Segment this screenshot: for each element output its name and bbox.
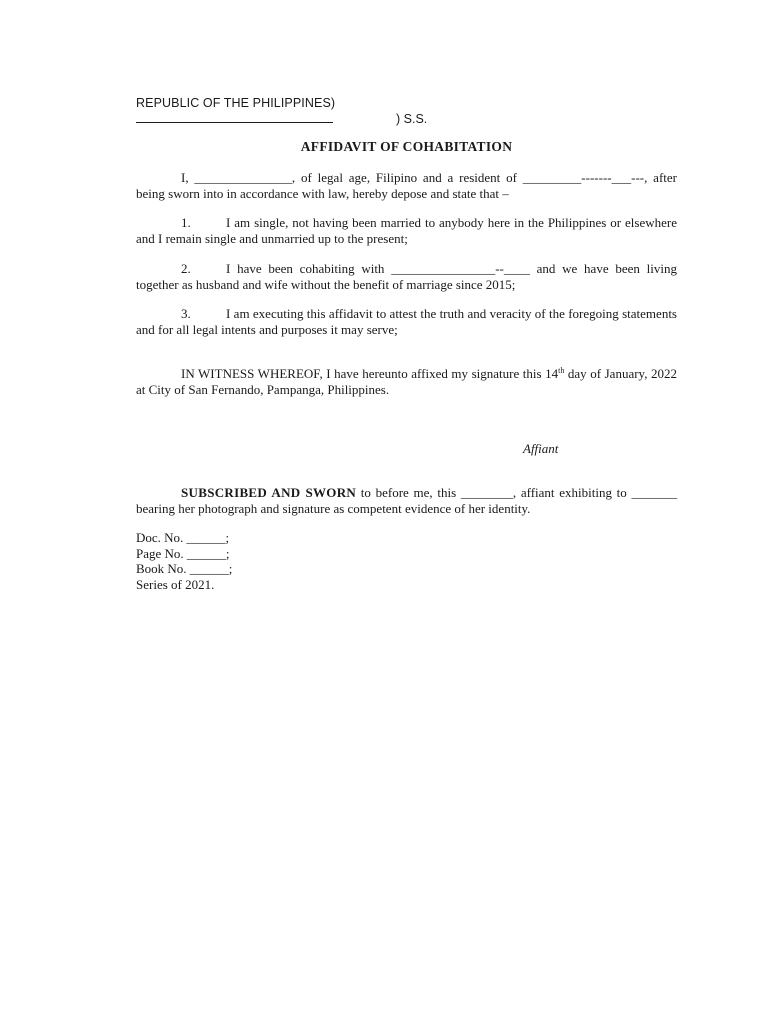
doc-no: Doc. No. ______; (136, 530, 230, 545)
document-title: AFFIDAVIT OF COHABITATION (300, 139, 513, 154)
statement-2 (136, 261, 677, 293)
statement-number: 2. (181, 261, 191, 276)
intro-text: I, _______________, of legal age, Filipino and a resident of _________-------___---, after being sworn into in accordance with law, hereby depose and state that – (136, 170, 677, 201)
book-no: Book No. ______; (136, 561, 233, 576)
witness-ordinal: th (558, 366, 565, 375)
venue-blank-line (136, 111, 333, 123)
jurat-paragraph (136, 485, 677, 517)
jurat-bold-lead: SUBSCRIBED AND SWORN (181, 485, 357, 500)
page-no: Page No. ______; (136, 545, 230, 561)
intro-paragraph (136, 170, 677, 202)
statement-3 (136, 306, 677, 338)
statement-text: I am single, not having been married to anybody here in the Philippines or elsewhere and I remain single and unmarried up to the present; (136, 215, 677, 246)
venue-ss: ) S.S. (396, 112, 428, 126)
venue-republic: REPUBLIC OF THE PHILIPPINES) (136, 96, 336, 110)
statement-number: 3. (181, 306, 191, 321)
witness-text-end: day of January, 2022 at City of San Fernando, Pampanga, Philippines. (136, 366, 678, 397)
notary-entries (136, 530, 232, 592)
statement-1 (136, 215, 677, 247)
jurat-text: to before me, this ________, affiant exhibiting to _______ bearing her photograph and signature as competent evidence of her identity. (136, 485, 677, 516)
venue-ss-line (136, 111, 427, 127)
witness-paragraph (136, 366, 677, 398)
affiant-label: Affiant (523, 441, 559, 456)
series: Series of 2021. (136, 576, 215, 592)
statement-text: I am executing this affidavit to attest the truth and veracity of the foregoing statements and for all legal intents and purposes it may serve; (136, 306, 677, 337)
statement-number: 1. (181, 215, 191, 230)
witness-text-start: IN WITNESS WHEREOF, I have hereunto affixed my signature this 14 (181, 366, 559, 381)
statement-text: I have been cohabiting with ________________--____ and we have been living together as husband and wife without the benefit of marriage since 2015; (136, 261, 677, 292)
